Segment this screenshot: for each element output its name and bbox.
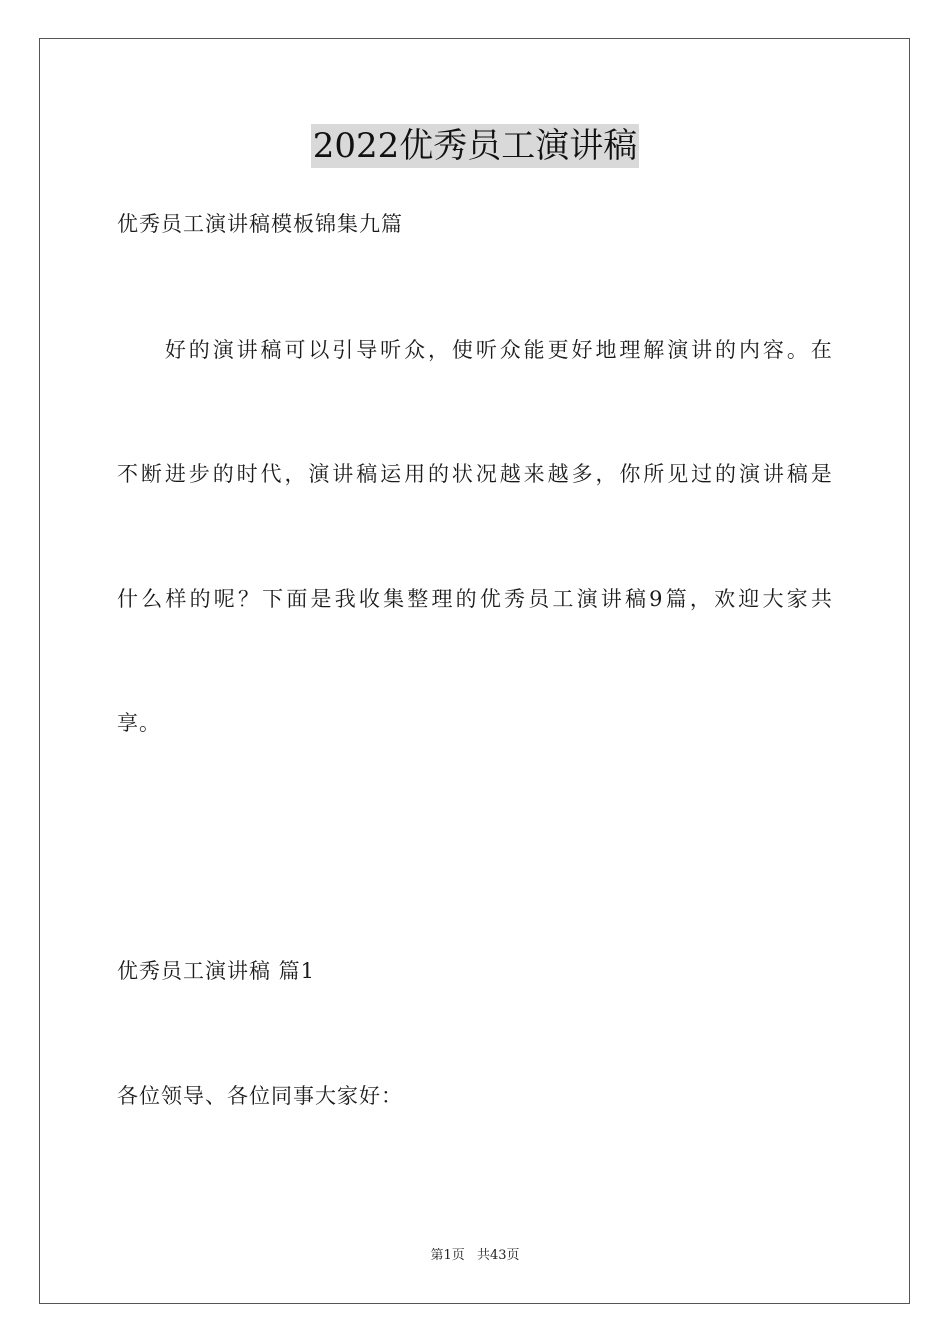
glyph: 理 [619, 338, 641, 362]
glyph: 演 [212, 338, 234, 362]
glyph: 我 [334, 587, 356, 611]
glyph: 。 [786, 338, 808, 362]
glyph: 越 [547, 462, 569, 486]
intro-line-3 [117, 585, 832, 613]
glyph: 篇 [665, 587, 687, 611]
page-total: 共43页 [476, 1248, 520, 1263]
glyph: 况 [475, 462, 497, 486]
title-block [0, 124, 950, 168]
glyph: ， [284, 462, 306, 486]
glyph: 讲 [762, 462, 784, 486]
page-footer [0, 1247, 950, 1265]
glyph: 面 [286, 587, 308, 611]
glyph: 内 [738, 338, 760, 362]
glyph: 样 [165, 587, 187, 611]
glyph: 听 [475, 338, 497, 362]
glyph: 众 [404, 338, 426, 362]
glyph [117, 336, 138, 364]
glyph: 大 [762, 587, 784, 611]
glyph: 演 [738, 462, 760, 486]
glyph: 进 [164, 462, 186, 486]
glyph [141, 336, 162, 364]
glyph: 好 [571, 338, 593, 362]
glyph: 运 [380, 462, 402, 486]
intro-line-4: 享。 [117, 711, 161, 735]
glyph: 收 [358, 587, 380, 611]
glyph: 过 [691, 462, 713, 486]
glyph: 理 [431, 587, 453, 611]
glyph: 的 [455, 587, 477, 611]
glyph: 的 [715, 462, 737, 486]
glyph: 迎 [738, 587, 760, 611]
glyph: 以 [308, 338, 330, 362]
glyph: 可 [284, 338, 306, 362]
glyph: 代 [260, 462, 282, 486]
glyph: 工 [552, 587, 574, 611]
glyph: 稿 [786, 462, 808, 486]
glyph: 呢 [213, 587, 235, 611]
document-title: 2022优秀员工演讲稿 [312, 126, 638, 166]
glyph: 见 [667, 462, 689, 486]
glyph: 共 [810, 587, 832, 611]
glyph: 稿 [356, 462, 378, 486]
glyph: 讲 [691, 338, 713, 362]
glyph: 的 [212, 462, 234, 486]
glyph: 导 [356, 338, 378, 362]
glyph: 不 [117, 462, 138, 486]
glyph: 能 [523, 338, 545, 362]
glyph: 么 [141, 587, 163, 611]
glyph: 讲 [600, 587, 622, 611]
intro-line-1 [117, 336, 832, 364]
glyph: 秀 [504, 587, 525, 611]
glyph: 稿 [260, 338, 282, 362]
glyph: 欢 [714, 587, 736, 611]
glyph: 解 [643, 338, 665, 362]
glyph: 讲 [236, 338, 258, 362]
glyph: 更 [547, 338, 569, 362]
glyph: 优 [479, 587, 501, 611]
glyph: 整 [407, 587, 429, 611]
glyph: 来 [523, 462, 545, 486]
glyph: 在 [810, 338, 832, 362]
glyph: 是 [310, 587, 332, 611]
glyph: 地 [595, 338, 617, 362]
glyph: 时 [236, 462, 258, 486]
glyph: 的 [189, 587, 211, 611]
glyph: ， [427, 338, 449, 362]
glyph: 所 [643, 462, 665, 486]
page-number: 第1页 [430, 1248, 465, 1263]
glyph: 家 [786, 587, 808, 611]
glyph: 下 [262, 587, 284, 611]
document-subtitle: 优秀员工演讲稿模板锦集九篇 [117, 212, 403, 236]
glyph: 好 [164, 338, 186, 362]
intro-line-2 [117, 460, 832, 488]
glyph: 9 [649, 587, 663, 611]
glyph: 断 [140, 462, 162, 486]
glyph: 的 [715, 338, 737, 362]
glyph: 演 [576, 587, 598, 611]
glyph: ， [689, 587, 711, 611]
glyph: ， [595, 462, 617, 486]
glyph: 容 [762, 338, 784, 362]
glyph: 稿 [624, 587, 646, 611]
glyph: 众 [499, 338, 521, 362]
glyph: 员 [528, 587, 550, 611]
glyph: 步 [188, 462, 210, 486]
glyph: ？ [237, 587, 259, 611]
glyph: 用 [404, 462, 426, 486]
glyph: 你 [619, 462, 641, 486]
glyph: 状 [451, 462, 473, 486]
glyph: 演 [667, 338, 689, 362]
glyph: 多 [571, 462, 593, 486]
glyph: 引 [332, 338, 354, 362]
glyph: 使 [451, 338, 473, 362]
glyph: 听 [380, 338, 402, 362]
glyph: 演 [308, 462, 330, 486]
glyph: 是 [810, 462, 832, 486]
glyph: 什 [117, 587, 138, 611]
section-heading: 优秀员工演讲稿 篇1 [117, 959, 316, 983]
glyph: 的 [188, 338, 210, 362]
glyph: 讲 [332, 462, 354, 486]
glyph: 集 [383, 587, 405, 611]
glyph: 越 [499, 462, 521, 486]
glyph: 的 [427, 462, 449, 486]
greeting-line: 各位领导、各位同事大家好： [117, 1084, 403, 1108]
